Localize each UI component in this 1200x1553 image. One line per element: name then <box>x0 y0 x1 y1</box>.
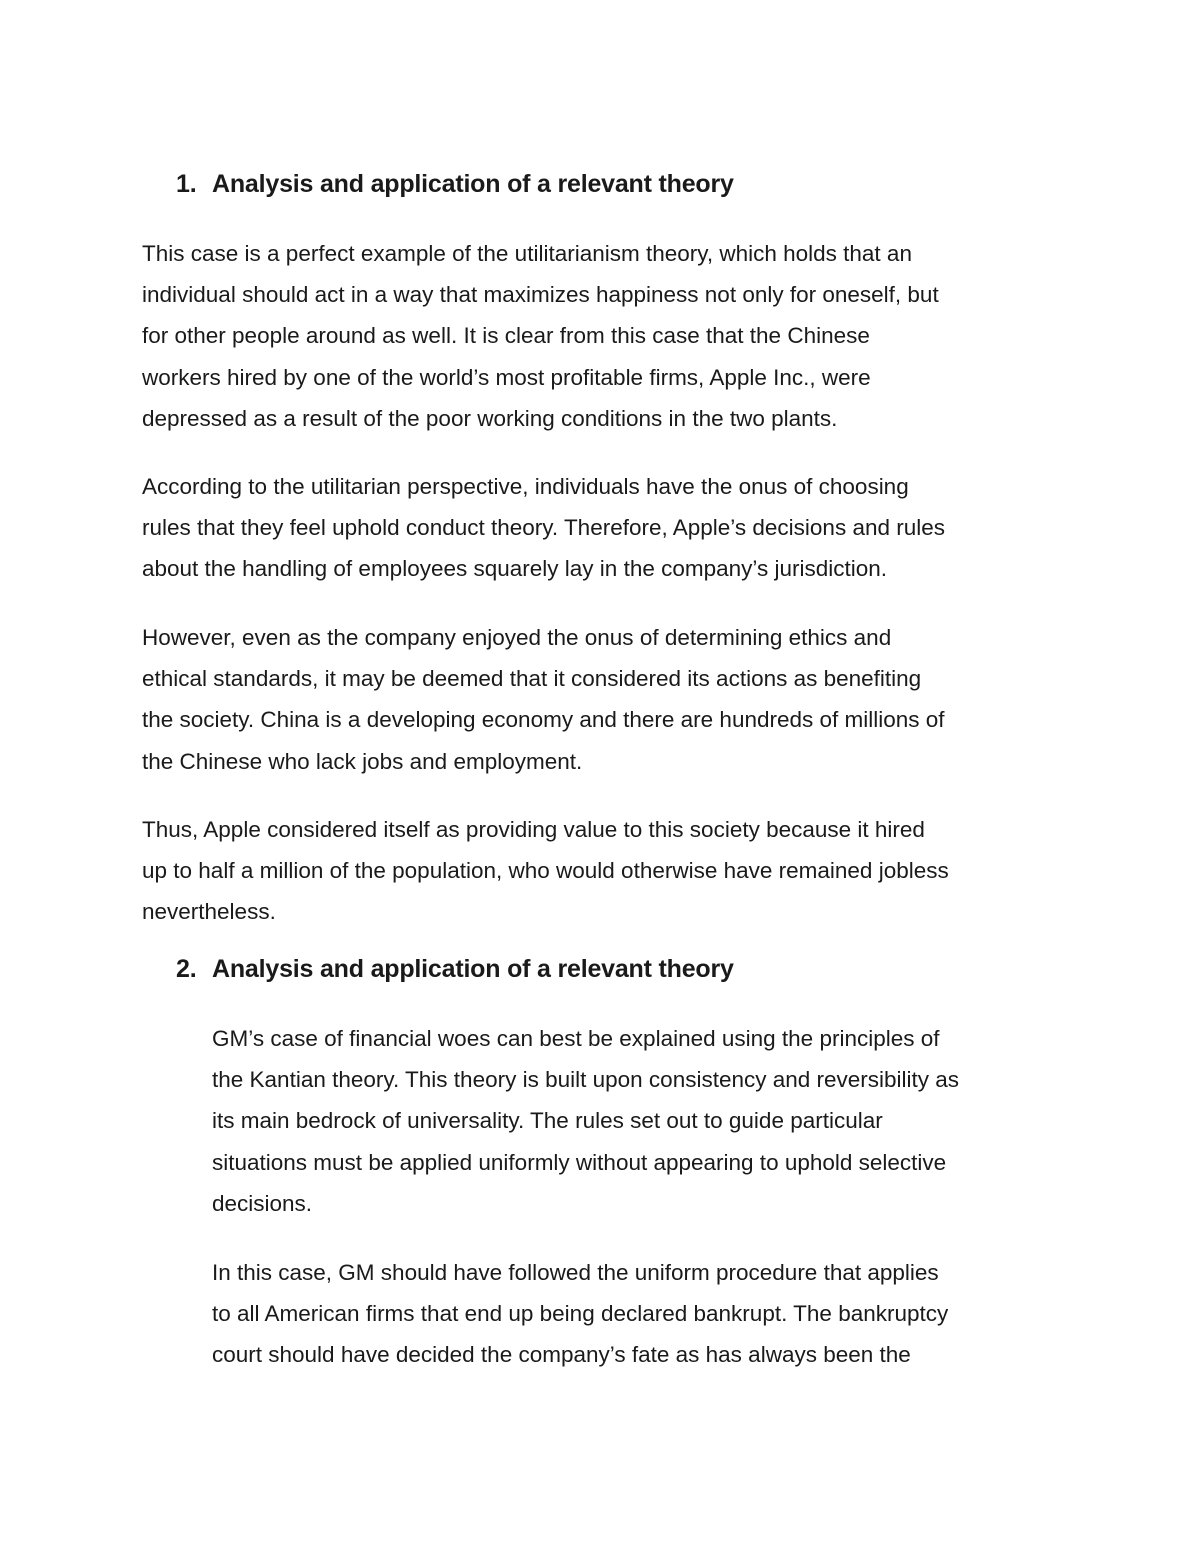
text-line: for other people around as well. It is clear from this case that the Chinese <box>142 323 870 349</box>
paragraph <box>142 617 1072 782</box>
text-line: depressed as a result of the poor working conditions in the two plants. <box>142 405 838 431</box>
paragraph <box>212 1252 1072 1376</box>
text-line: rules that they feel uphold conduct theory. Therefore, Apple’s decisions and rules <box>142 515 946 541</box>
text-line: nevertheless. <box>142 899 276 925</box>
text-line: In this case, GM should have followed the uniform procedure that applies <box>212 1260 939 1285</box>
text-line: According to the utilitarian perspective, individuals have the onus of choosing <box>142 474 909 499</box>
text-line: This case is a perfect example of the utilitarianism theory, which holds that an <box>142 241 912 266</box>
text-line: to all American firms that end up being declared bankrupt. The bankruptcy <box>212 1301 949 1327</box>
text-line: the society. China is a developing economy and there are hundreds of millions of <box>142 707 945 733</box>
paragraph <box>212 1018 1072 1224</box>
text-line: court should have decided the company’s fate as has always been the <box>212 1342 911 1368</box>
text-line: the Chinese who lack jobs and employment. <box>142 748 583 774</box>
text-line: up to half a million of the population, who would otherwise have remained jobless <box>142 858 949 884</box>
text-line: about the handling of employees squarely lay in the company’s jurisdiction. <box>142 556 888 582</box>
paragraph <box>142 233 1072 439</box>
text-line: situations must be applied uniformly without appearing to uphold selective <box>212 1149 947 1175</box>
section-title: Analysis and application of a relevant theory <box>212 170 734 198</box>
text-line: individual should act in a way that maximizes happiness not only for oneself, but <box>142 282 939 308</box>
section-title: Analysis and application of a relevant theory <box>212 955 734 983</box>
text-line: ethical standards, it may be deemed that it considered its actions as benefiting <box>142 666 922 692</box>
paragraph <box>142 809 1072 933</box>
text-line: workers hired by one of the world’s most profitable firms, Apple Inc., were <box>142 364 871 390</box>
text-line: its main bedrock of universality. The rules set out to guide particular <box>212 1108 883 1134</box>
section-number: 2. <box>176 955 197 983</box>
text-line: the Kantian theory. This theory is built upon consistency and reversibility as <box>212 1067 960 1093</box>
paragraph <box>142 466 1072 590</box>
text-line: However, even as the company enjoyed the onus of determining ethics and <box>142 625 892 650</box>
section-heading <box>176 168 734 200</box>
text-line: decisions. <box>212 1190 313 1216</box>
section-heading <box>176 953 734 985</box>
text-line: Thus, Apple considered itself as providing value to this society because it hired <box>142 817 925 842</box>
text-line: GM’s case of financial woes can best be explained using the principles of <box>212 1026 940 1051</box>
section-number: 1. <box>176 170 197 198</box>
